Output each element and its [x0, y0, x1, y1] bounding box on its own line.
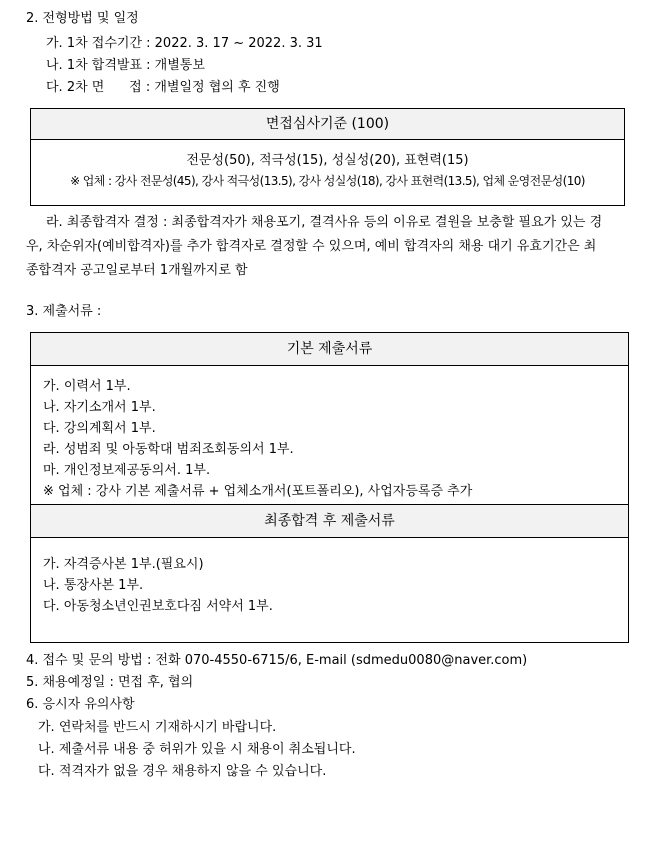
section2-final-decision: 라. 최종합격자 결정 : 최종합격자가 채용포기, 결격사유 등의 이유로 결원을 보충할 필요가 있는 경우, 차순위자(예비합격자)를 추가 합격자로 결정할 수 있으며, 예비 합격자의 채용 대기 유효기간은 최종합격자 공고일로부터 1개월까지로 함 — [26, 215, 603, 278]
section4-contact: 4. 접수 및 문의 방법 : 전화 070-4550-6715/6, E-mail (sdmedu0080@naver.com) — [26, 653, 528, 668]
documents-box — [30, 332, 629, 643]
final-doc-item: 가. 자격증사본 1부.(필요시) — [43, 557, 204, 572]
criteria-line1: 전문성(50), 적극성(15), 성실성(20), 표현력(15) — [186, 153, 469, 168]
final-docs-header: 최종합격 후 제출서류 — [31, 505, 628, 538]
final-doc-item: 나. 통장사본 1부. — [43, 578, 144, 593]
basic-docs-header: 기본 제출서류 — [31, 333, 628, 366]
final-docs-list — [31, 538, 628, 617]
basic-doc-item: 라. 성범죄 및 아동학대 범죄조회동의서 1부. — [43, 442, 294, 457]
basic-docs-list — [31, 366, 628, 505]
final-doc-item: 다. 아동청소년인권보호다짐 서약서 1부. — [43, 599, 273, 614]
basic-doc-item: 마. 개인정보제공동의서. 1부. — [43, 463, 211, 478]
section6-item: 다. 적격자가 없을 경우 채용하지 않을 수 있습니다. — [38, 764, 327, 779]
section6-item: 가. 연락처를 반드시 기재하시기 바랍니다. — [38, 720, 277, 735]
basic-doc-item: 다. 강의계획서 1부. — [43, 421, 156, 436]
section2-title: 2. 전형방법 및 일정 — [26, 11, 139, 26]
section2-item-announce: 나. 1차 합격발표 : 개별통보 — [46, 58, 205, 73]
criteria-line2: ※ 업체 : 강사 전문성(45), 강사 적극성(13.5), 강사 성실성(18), 강사 표현력(13.5), 업체 운영전문성(10) — [70, 174, 585, 188]
section6-item: 나. 제출서류 내용 중 허위가 있을 시 채용이 취소됩니다. — [38, 742, 356, 757]
section6-title: 6. 응시자 유의사항 — [26, 697, 135, 712]
section2-item-interview: 다. 2차 면 접 : 개별일정 협의 후 진행 — [46, 80, 280, 95]
criteria-box-body — [31, 151, 624, 191]
criteria-box — [30, 108, 625, 206]
criteria-box-header: 면접심사기준 (100) — [31, 109, 624, 140]
basic-doc-item: 나. 자기소개서 1부. — [43, 400, 156, 415]
basic-doc-item: ※ 업체 : 강사 기본 제출서류 + 업체소개서(포트폴리오), 사업자등록증 추가 — [43, 484, 473, 499]
section3-title: 3. 제출서류 : — [26, 304, 102, 319]
section5-start-date: 5. 채용예정일 : 면접 후, 협의 — [26, 675, 194, 690]
basic-doc-item: 가. 이력서 1부. — [43, 379, 131, 394]
section2-item-period: 가. 1차 접수기간 : 2022. 3. 17 ~ 2022. 3. 31 — [46, 36, 323, 51]
